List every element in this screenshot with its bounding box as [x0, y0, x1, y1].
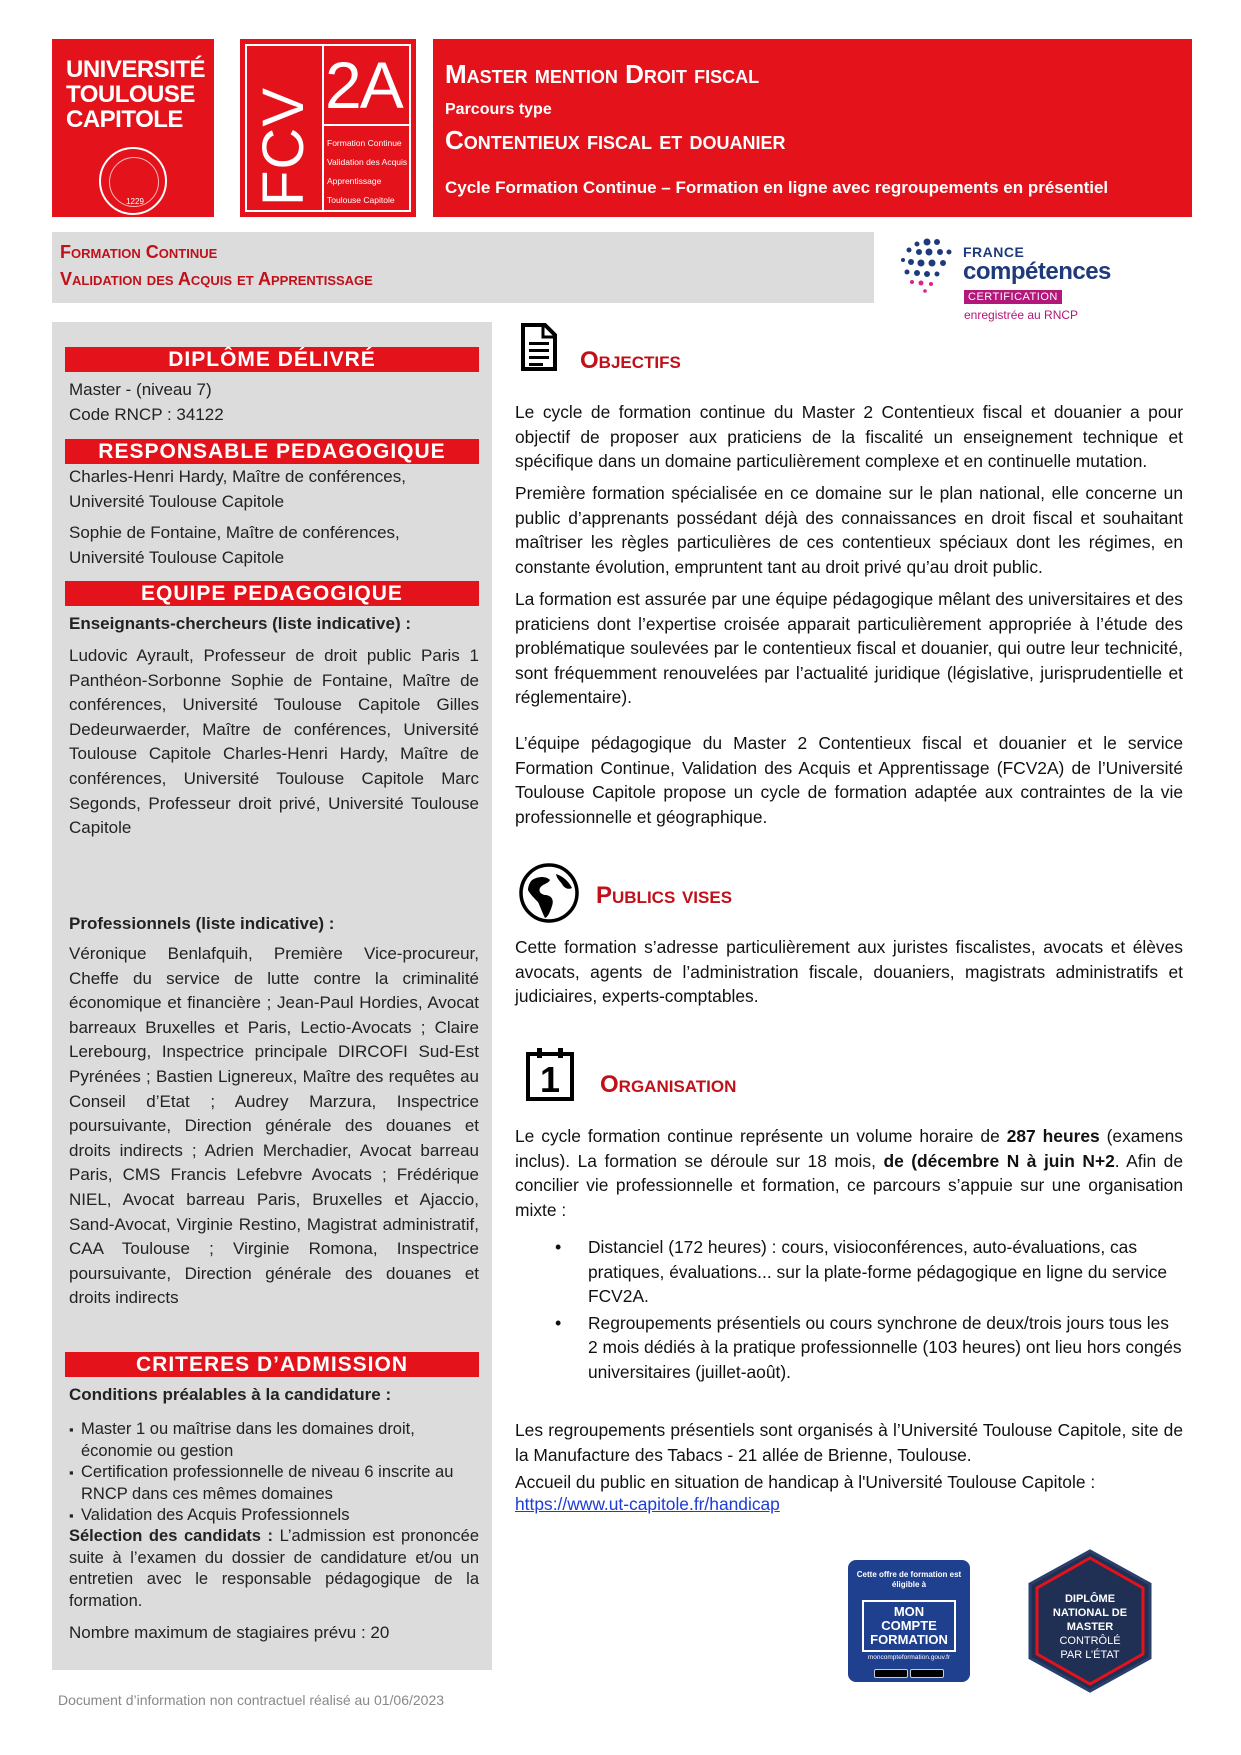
mcf-line: COMPTE [881, 1618, 937, 1633]
mcf-top-text: Cette offre de formation est éligible à [856, 1570, 962, 1589]
fcv2a-line: Formation Continue [327, 138, 402, 148]
equipe-heading: EQUIPE PEDAGOGIQUE [65, 581, 479, 606]
condition-item: ▪ Validation des Acquis Professionnels [69, 1505, 479, 1527]
dnm-line: CONTRÔLÉ [1059, 1635, 1121, 1647]
diplome-national-master-badge [1025, 1548, 1155, 1694]
france-competences-dots-icon [897, 236, 955, 294]
university-logo [52, 39, 214, 217]
dnm-line: NATIONAL DE [1052, 1607, 1128, 1619]
service-banner [52, 232, 874, 303]
criteres-heading: CRITERES D’ADMISSION [65, 1352, 479, 1377]
fcv2a-divider-h [322, 124, 411, 126]
conditions-list [69, 1419, 479, 1527]
parcours-title: Contentieux fiscal et douanier [445, 125, 786, 155]
document-icon [520, 322, 558, 372]
dnm-text [1025, 1592, 1155, 1662]
university-name [66, 57, 205, 132]
selection-text: L’admission est prononcée suite à l’examen du dossier de candidature et/ou un entretien avec le responsable pédagogique de la formation. [69, 1527, 479, 1610]
responsable-person: Charles-Henri Hardy, Maître de conférences, Université Toulouse Capitole [69, 467, 406, 511]
dnm-line: MASTER [1066, 1621, 1114, 1633]
objectifs-p1: Le cycle de formation continue du Master 2 Contentieux fiscal et douanier a pour objectif de proposer aux praticiens de la fiscalité un enseignement technique et spécifique dans un domaine particulièrement complexe et en continuelle mutation. [515, 402, 1183, 472]
dnm-line: PAR L’ÉTAT [1060, 1649, 1120, 1661]
mon-compte-formation-badge [848, 1560, 970, 1682]
selection-label: Sélection des candidats : [69, 1527, 274, 1545]
university-name-line3: CAPITOLE [66, 106, 183, 133]
organisation-p2: Les regroupements présentiels sont organisés à l’Université Toulouse Capitole, site de la Manufacture des Tabacs - 21 allée de Brienne, Toulouse. [515, 1420, 1183, 1465]
publics-heading: Publics vises [596, 882, 733, 909]
mcf-line: FORMATION [870, 1632, 948, 1647]
condition-item: ▪ Master 1 ou maîtrise dans les domaines droit, économie ou gestion [69, 1419, 479, 1462]
org-text: (examens inclus). La formation se déroule sur 18 mois, [515, 1126, 1183, 1171]
enseignants-label: Enseignants-chercheurs (liste indicative) : [69, 614, 411, 633]
responsable-heading: RESPONSABLE PEDAGOGIQUE [65, 439, 479, 464]
professionnels-label: Professionnels (liste indicative) : [69, 914, 335, 933]
conditions-label: Conditions préalables à la candidature : [69, 1385, 392, 1404]
mcf-line: MON [893, 1604, 925, 1619]
publics-p1: Cette formation s’adresse particulièrement aux juristes fiscalistes, avocats et élèves avocats, agents de l’administration fiscale, douaniers, magistrats administratifs et judiciaires, experts-comptables. [515, 937, 1183, 1007]
mcf-logo [862, 1600, 956, 1652]
svg-text:1: 1 [539, 1059, 561, 1100]
fcv2a-divider [322, 46, 324, 210]
objectifs-p2: Première formation spécialisée en ce domaine sur le plan national, elle concerne un public d’apprenants possédant déjà des connaissances en droit fiscal et souhaitant maîtriser les règles particulières de ces contentieux spéciaux dont les régimes, en constante évolution, empruntent tant au droit privé qu’au droit public. [515, 483, 1183, 577]
diplome-niveau: Master - (niveau 7) [69, 380, 212, 399]
france-competences-logo [893, 232, 1143, 327]
professionnels-list: Véronique Benlafquih, Première Vice-procureur, Cheffe du service de lutte contre la criminalité économique et financière ; Jean-Paul Hordies, Avocat barreaux Bruxelles et Paris, Lectio-Avocats ; Claire Lerebourg, Inspectrice principale DIRCOFI Sud-Est Pyrénées ; Bastien Lignereux, Maître des requêtes au Conseil d’Etat ; Audrey Marzura, Inspectrice poursuivante, Direction générale des douanes et droits indirects ; Adrien Merchadier, Avocat barreau Paris, CMS Francis Lefebvre Avocats ; Frédérique NIEL, Avocat barreau Paris, Bruxelles et Ajaccio, Sand-Avocat, Virginie Restino, Magistrat administratif, CAA Toulouse ; Virginie Romona, Inspectrice poursuivante, Direction générale des douanes et droits indirects [69, 944, 479, 1308]
enseignants-list: Ludovic Ayrault, Professeur de droit public Paris 1 Panthéon-Sorbonne Sophie de Fontaine, Maître de conférences, Université Toulouse Capitole Gilles Dedeurwaerder, Maître de conférences, Université Toulouse Capitole Charles-Henri Hardy, Maître de conférences, Université Toulouse Capitole Marc Segonds, Professeur droit privé, Université Toulouse Capitole [69, 646, 479, 838]
mcf-url: moncompteformation.gouv.fr [867, 1654, 951, 1661]
globe-icon [518, 862, 580, 924]
fc-rncp: enregistrée au RNCP [964, 308, 1079, 322]
university-seal-icon [99, 147, 167, 215]
fc-certification-badge: CERTIFICATION [964, 290, 1062, 304]
objectifs-p3: La formation est assurée par une équipe pédagogique mêlant des universitaires et des praticiens dont l’expertise croisée apparait particulièrement appropriée à l’étude des problématique soulevées par le contentieux fiscal et douanier, qui outre leur technicité, sont fréquemment renouvelées par l’actualité juridique (législative, jurisprudentielle et réglementaire). [515, 589, 1183, 708]
selection-paragraph [69, 1526, 479, 1612]
fcv2a-line: Apprentissage [327, 176, 382, 186]
responsable-person: Sophie de Fontaine, Maître de conférences, Université Toulouse Capitole [69, 523, 400, 567]
organisation-heading: Organisation [600, 1071, 737, 1098]
diplome-rncp: Code RNCP : 34122 [69, 405, 224, 424]
fcv2a-subtitle [327, 134, 407, 210]
left-sidebar [52, 322, 492, 1670]
org-period: de (décembre N à juin N+2 [883, 1150, 1115, 1171]
title-box [433, 39, 1192, 217]
organisation-item: • Regroupements présentiels ou cours synchrone de deux/trois jours tous les 2 mois dédiés à la pratique professionnelle (103 heures) ont lieu hors congés universitaires (juillet-août). [555, 1311, 1183, 1385]
banner-line2: Validation des Acquis et Apprentissage [60, 269, 373, 289]
fc-competences: compétences [963, 258, 1111, 285]
max-stagiaires: Nombre maximum de stagiaires prévu : 20 [69, 1623, 390, 1642]
cycle-subtitle: Cycle Formation Continue – Formation en ligne avec regroupements en présentiel [445, 178, 1109, 197]
calendar-icon [525, 1046, 575, 1102]
org-text: Le cycle formation continue représente un volume horaire de [515, 1126, 1007, 1146]
fcv2a-letters-fcv: FCV [251, 87, 316, 206]
fcv2a-logo [240, 39, 416, 217]
org-hours: 287 heures [1006, 1126, 1100, 1146]
university-name-line1: UNIVERSITÉ [66, 56, 206, 83]
seal-year: 1229 [126, 197, 144, 206]
banner-line1: Formation Continue [60, 242, 218, 262]
fcv2a-letters-2a: 2A [325, 48, 402, 122]
dnm-line: DIPLÔME [1064, 1593, 1116, 1605]
university-name-line2: TOULOUSE [66, 81, 195, 108]
org-text: . Afin de concilier vie professionnelle et formation, ce parcours s’appuie sur une organisation mixte : [515, 1150, 1184, 1220]
parcours-label: Parcours type [445, 101, 552, 118]
condition-item: ▪ Certification professionnelle de niveau 6 inscrite au RNCP dans ces mêmes domaines [69, 1462, 479, 1505]
diplome-heading: DIPLÔME DÉLIVRÉ [65, 347, 479, 372]
organisation-list [555, 1235, 1183, 1387]
app-store-badges-icon [872, 1665, 946, 1674]
objectifs-heading: Objectifs [580, 347, 681, 374]
organisation-item: • Distanciel (172 heures) : cours, visioconférences, auto-évaluations, cas pratiques, évaluations... sur la plate-forme pédagogique en ligne du service FCV2A. [555, 1235, 1183, 1309]
fcv2a-line: Toulouse Capitole [327, 195, 395, 205]
organisation-p1 [515, 1124, 1183, 1222]
fcv2a-frame [245, 44, 411, 212]
fc-france: FRANCE [963, 244, 1025, 260]
fcv2a-line: Validation des Acquis [327, 157, 408, 167]
footer-disclaimer: Document d’information non contractuel réalisé au 01/06/2023 [58, 1692, 445, 1708]
objectifs-p4: L’équipe pédagogique du Master 2 Contentieux fiscal et douanier et le service Formation Continue, Validation des Acquis et Apprentissage (FCV2A) de l’Université Toulouse Capitole propose un cycle de formation adaptée aux contraintes de la vie professionnelle et géographique. [515, 733, 1183, 827]
organisation-p3: Accueil du public en situation de handicap à l'Université Toulouse Capitole : [515, 1472, 1096, 1492]
master-title: Master mention Droit fiscal [445, 59, 760, 89]
handicap-link[interactable]: https://www.ut-capitole.fr/handicap [515, 1494, 780, 1514]
